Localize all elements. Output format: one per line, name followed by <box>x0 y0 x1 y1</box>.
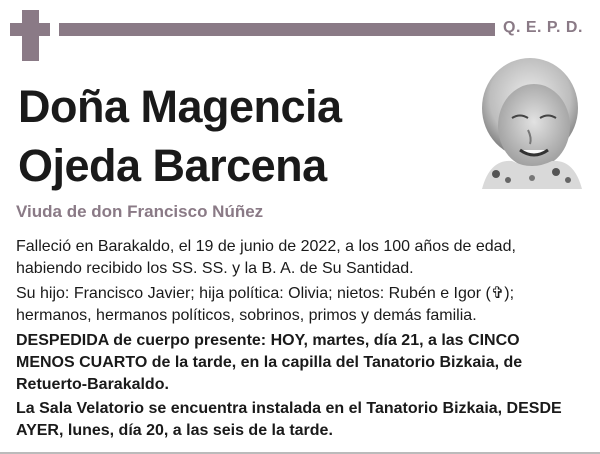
farewell-paragraph <box>16 330 581 396</box>
farewell-text: DESPEDIDA de cuerpo presente: HOY, martes, día 21, a las CINCO MENOS CUARTO de la tarde, en la capilla del Tanatorio Bizkaia, de Retuerto-Barakaldo. <box>16 332 523 393</box>
deceased-name-line1: Doña Magencia <box>18 81 342 132</box>
header-bar <box>59 23 495 36</box>
family-paragraph <box>16 283 581 327</box>
qepd-label: Q. E. P. D. <box>503 19 583 36</box>
cross-horizontal-bar <box>10 23 50 36</box>
death-notice-text: Falleció en Barakaldo, el 19 de junio de 2022, a los 100 años de edad, habiendo recibido los SS. SS. y la B. A. de Su Santidad. <box>16 238 516 277</box>
portrait-photo <box>472 56 582 189</box>
wake-paragraph <box>16 398 581 442</box>
wake-text: La Sala Velatorio se encuentra instalada en el Tanatorio Bizkaia, DESDE AYER, lunes, día 20, a las seis de la tarde. <box>16 400 562 439</box>
death-notice-paragraph <box>16 236 581 280</box>
deceased-name-line2: Ojeda Barcena <box>18 140 327 191</box>
widow-of-subtitle: Viuda de don Francisco Núñez <box>16 202 264 221</box>
family-text: Su hijo: Francisco Javier; hija política: Olivia; nietos: Rubén e Igor (✞); hermanos, hermanos políticos, sobrinos, primos y demás familia. <box>16 285 515 324</box>
